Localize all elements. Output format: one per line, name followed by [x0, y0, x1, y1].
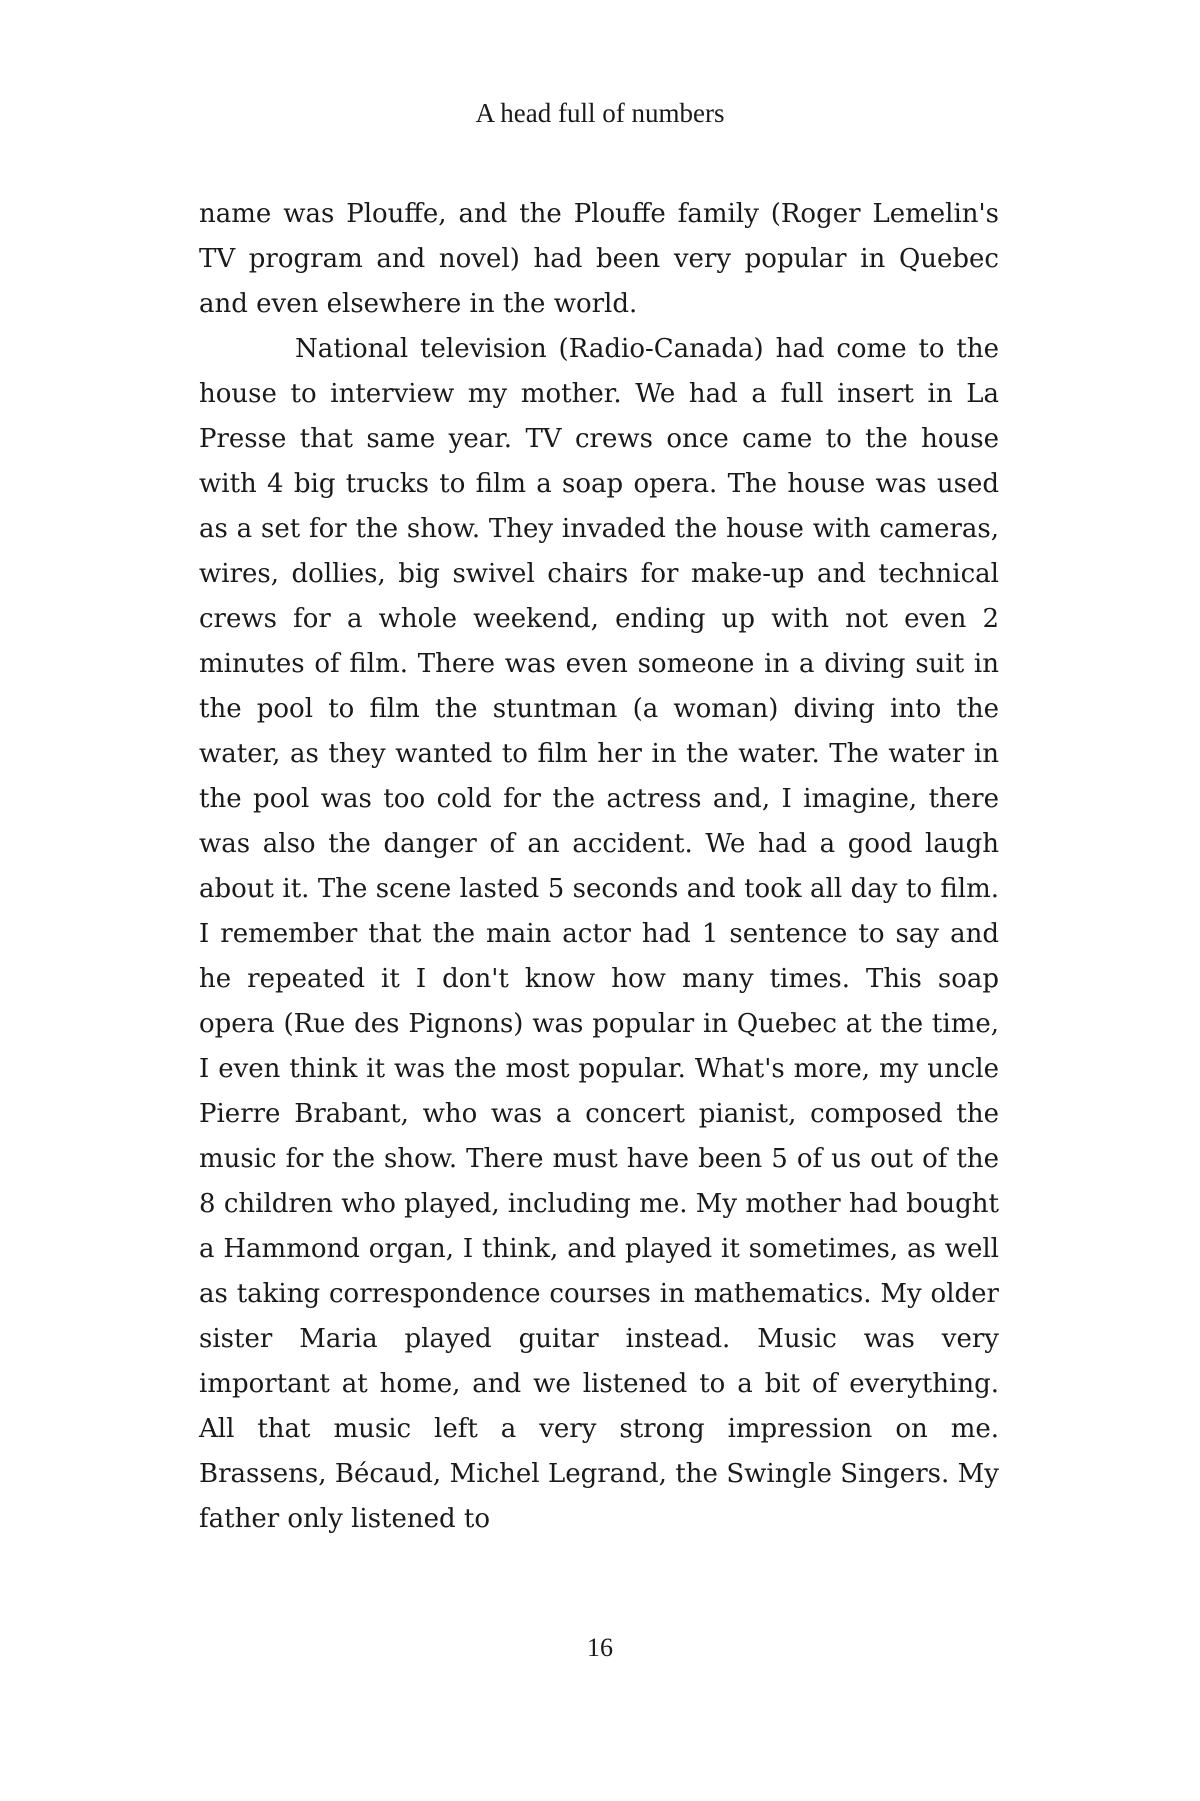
paragraph-television: National television (Radio-Canada) had come to the house to interview my mother. We had a full insert in La Presse that same year. TV crews once came to the house with 4 big trucks to film a soap opera. The house was used as a set for the show. They invaded the house with cameras, wires, dollies, big swivel chairs for make-up and technical crews for a whole weekend, ending up with not even 2 minutes of film. There was even someone in a diving suit in the pool to film the stuntman (a woman) diving into the water, as they wanted to film her in the water. The water in the pool was too cold for the actress and, I imagine, there was also the danger of an accident. We had a good laugh about it. The scene lasted 5 seconds and took all day to film. I remember that the main actor had 1 sentence to say and he repeated it I don't know how many times. This soap opera (Rue des Pignons) was popular in Quebec at the time, I even think it was the most popular. What's more, my uncle Pierre Brabant, who was a concert pianist, composed the music for the show. There must have been 5 of us out of the 8 children who played, including me. My mother had bought a Hammond organ, I think, and played it sometimes, as well as taking correspondence courses in mathematics. My older sister Maria played guitar instead. Music was very important at home, and we listened to a bit of everything. All that music left a very strong impression on me. Brassens, Bécaud, Michel Legrand, the Swingle Singers. My father only listened to [199, 334, 999, 1534]
paragraph-continuation: name was Plouffe, and the Plouffe family (Roger Lemelin's TV program and novel) had been very popular in Quebec and even elsewhere in the world. [199, 199, 999, 319]
running-head: A head full of numbers [475, 98, 725, 128]
body-text [199, 192, 999, 1542]
page-number: 16 [587, 1633, 613, 1662]
